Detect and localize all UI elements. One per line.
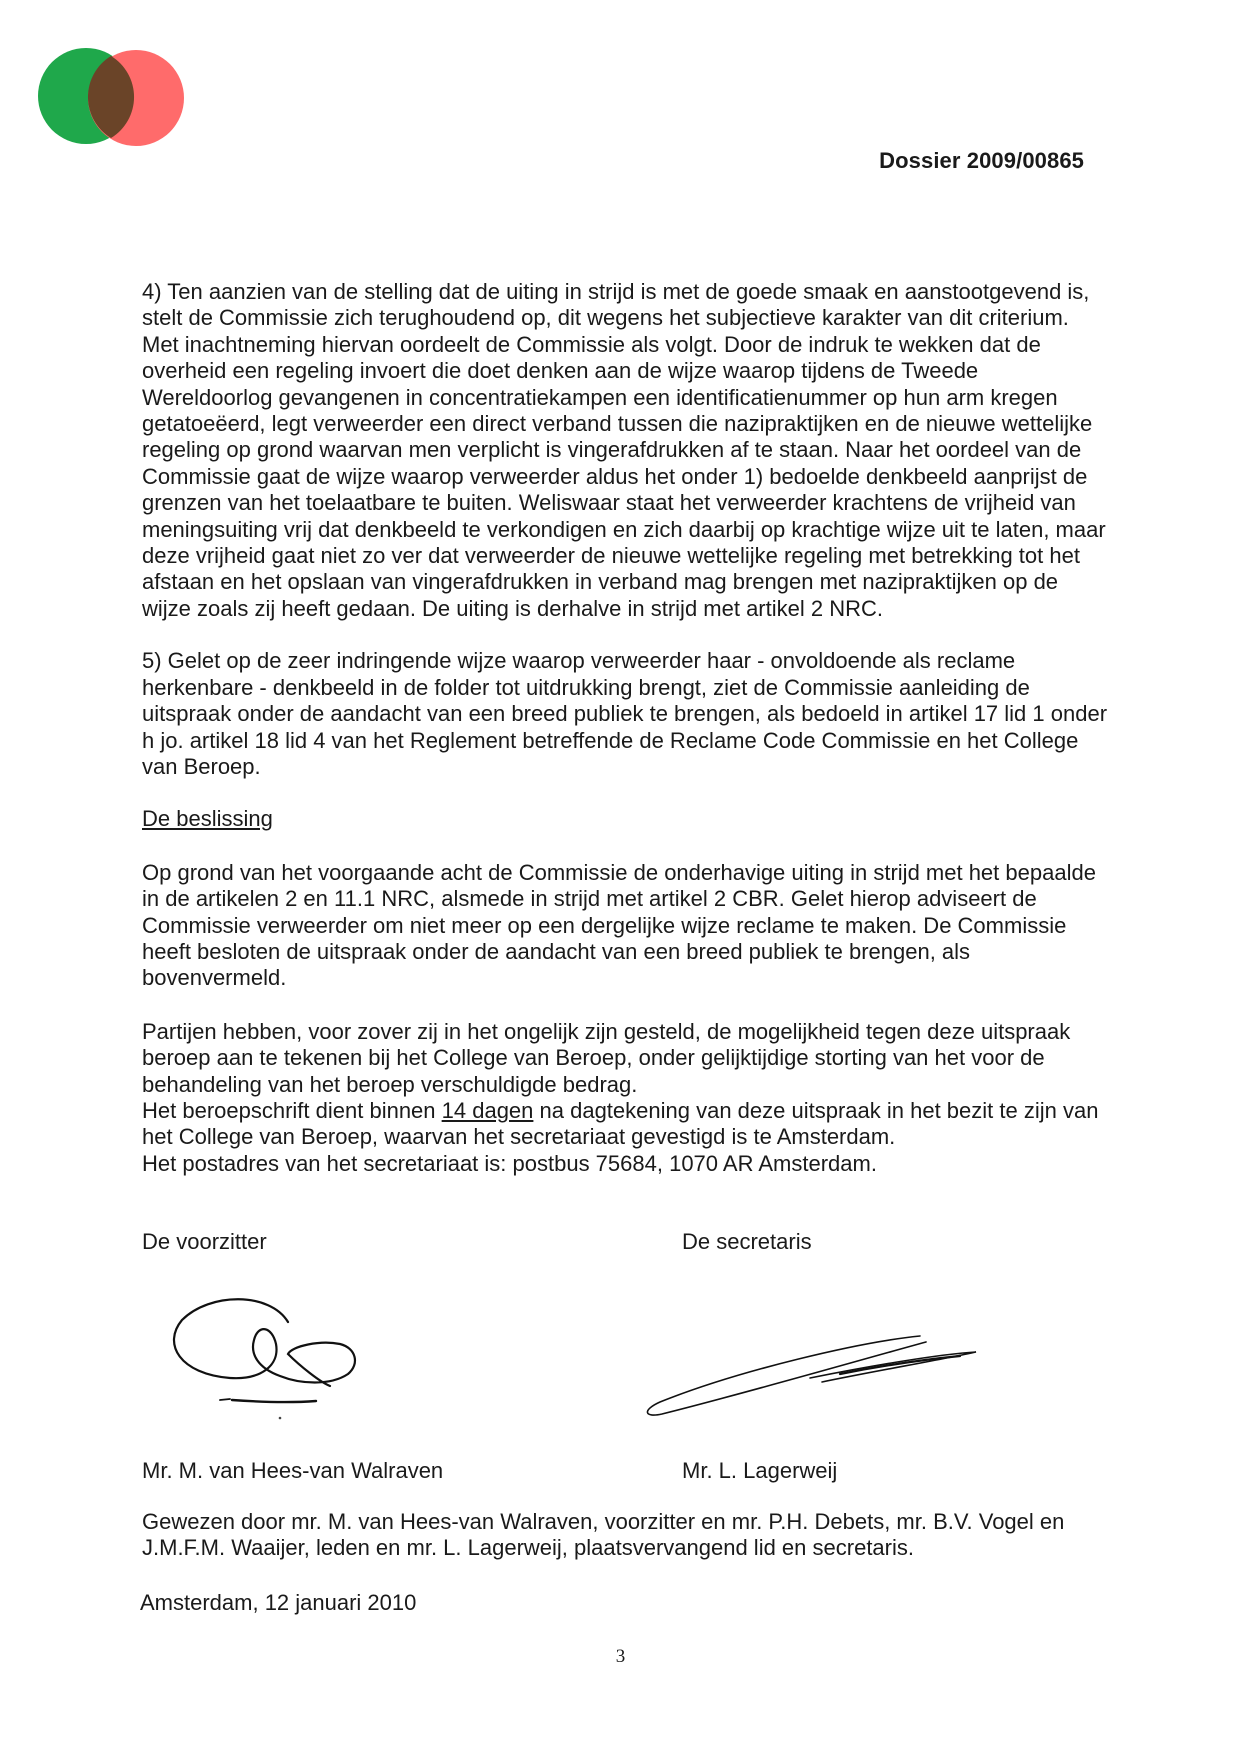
chair-name: Mr. M. van Hees-van Walraven xyxy=(142,1458,444,1483)
paragraph-4: 4) Ten aanzien van de stelling dat de uiting in strijd is met de goede smaak en aanstootgevend is, stelt de Commissie zich terughoudend op, dit wegens het subjectieve karakter van dit criterium. Met inachtneming hiervan oordeelt de Commissie als volgt. Door de indruk te wekken dat de overheid een regeling invoert die doet denken aan de wijze waarop tijdens de Tweede Wereldoorlog gevangenen in concentratiekampen een identificatienummer op hun arm kregen getatoeëerd, legt verweerder een direct verband tussen die nazipraktijken en de nieuwe wettelijke regeling op grond waarvan men verplicht is vingerafdrukken af te staan. Naar het oordeel van de Commissie gaat de wijze waarop verweerder aldus het onder 1) bedoelde denkbeeld aanprijst de grenzen van het toelaatbare te buiten. Weliswaar staat het verweerder krachtens de vrijheid van meningsuiting vrij dat denkbeeld te verkondigen en zich daarbij op krachtige wijze uit te laten, maar deze vrijheid gaat niet zo ver dat verweerder de nieuwe wettelijke regeling met betrekking tot het afstaan en het opslaan van vingerafdrukken in verband mag brengen met nazipraktijken op de wijze zoals zij heeft gedaan. De uiting is derhalve in strijd met artikel 2 NRC. xyxy=(142,279,1106,621)
appeal-text-after: na dagtekening van deze uitspraak in het bezit te zijn van het College van Beroep, waarvan het secretariaat gevestigd is te Amsterdam. xyxy=(142,1097,1099,1150)
chair-role: De voorzitter xyxy=(142,1229,267,1254)
dossier-number: Dossier 2009/00865 xyxy=(879,148,1084,173)
secretary-role: De secretaris xyxy=(682,1229,812,1254)
logo xyxy=(36,46,186,150)
secretary-name: Mr. L. Lagerweij xyxy=(682,1458,838,1483)
chair-signature xyxy=(170,1282,370,1430)
postal-address: Het postadres van het secretariaat is: postbus 75684, 1070 AR Amsterdam. xyxy=(142,1150,877,1176)
composition-statement: Gewezen door mr. M. van Hees-van Walraven, voorzitter en mr. P.H. Debets, mr. B.V. Vogel en J.M.F.M. Waaijer, leden en mr. L. Lagerweij, plaatsvervangend lid en secretaris. xyxy=(142,1509,1065,1561)
appeal-text-before: Het beroepschrift dient binnen xyxy=(142,1097,442,1123)
appeal-sentence-1: Partijen hebben, voor zover zij in het ongelijk zijn gesteld, de mogelijkheid tegen deze uitspraak beroep aan te tekenen bij het College van Beroep, onder gelijktijdige storting van het voor de behandeling van het beroep verschuldigde bedrag. xyxy=(142,1018,1071,1097)
appeal-sentence-2 xyxy=(142,1098,1107,1151)
secretary-signature xyxy=(640,1330,980,1420)
decision-heading: De beslissing xyxy=(142,806,273,832)
decision-paragraph: Op grond van het voorgaande acht de Commissie de onderhavige uiting in strijd met het bepaalde in de artikelen 2 en 11.1 NRC, alsmede in strijd met artikel 2 CBR. Gelet hierop adviseert de Commissie verweerder om niet meer op een dergelijke wijze reclame te maken. De Commissie heeft besloten de uitspraak onder de aandacht van een breed publiek te brengen, als bovenvermeld. xyxy=(142,859,1096,991)
appeal-paragraph xyxy=(142,1019,1107,1177)
place-and-date: Amsterdam, 12 januari 2010 xyxy=(140,1590,417,1615)
page-number: 3 xyxy=(615,1646,626,1667)
appeal-deadline: 14 dagen xyxy=(441,1097,534,1123)
document-body xyxy=(142,279,1107,1177)
paragraph-5: 5) Gelet op de zeer indringende wijze waarop verweerder haar - onvoldoende als reclame herkenbare - denkbeeld in de folder tot uitdrukking brengt, ziet de Commissie aanleiding de uitspraak onder de aandacht van een breed publiek te brengen, als bedoeld in artikel 17 lid 1 onder h jo. artikel 18 lid 4 van het Reglement betreffende de Reclame Code Commissie en het College van Beroep. xyxy=(142,648,1108,779)
